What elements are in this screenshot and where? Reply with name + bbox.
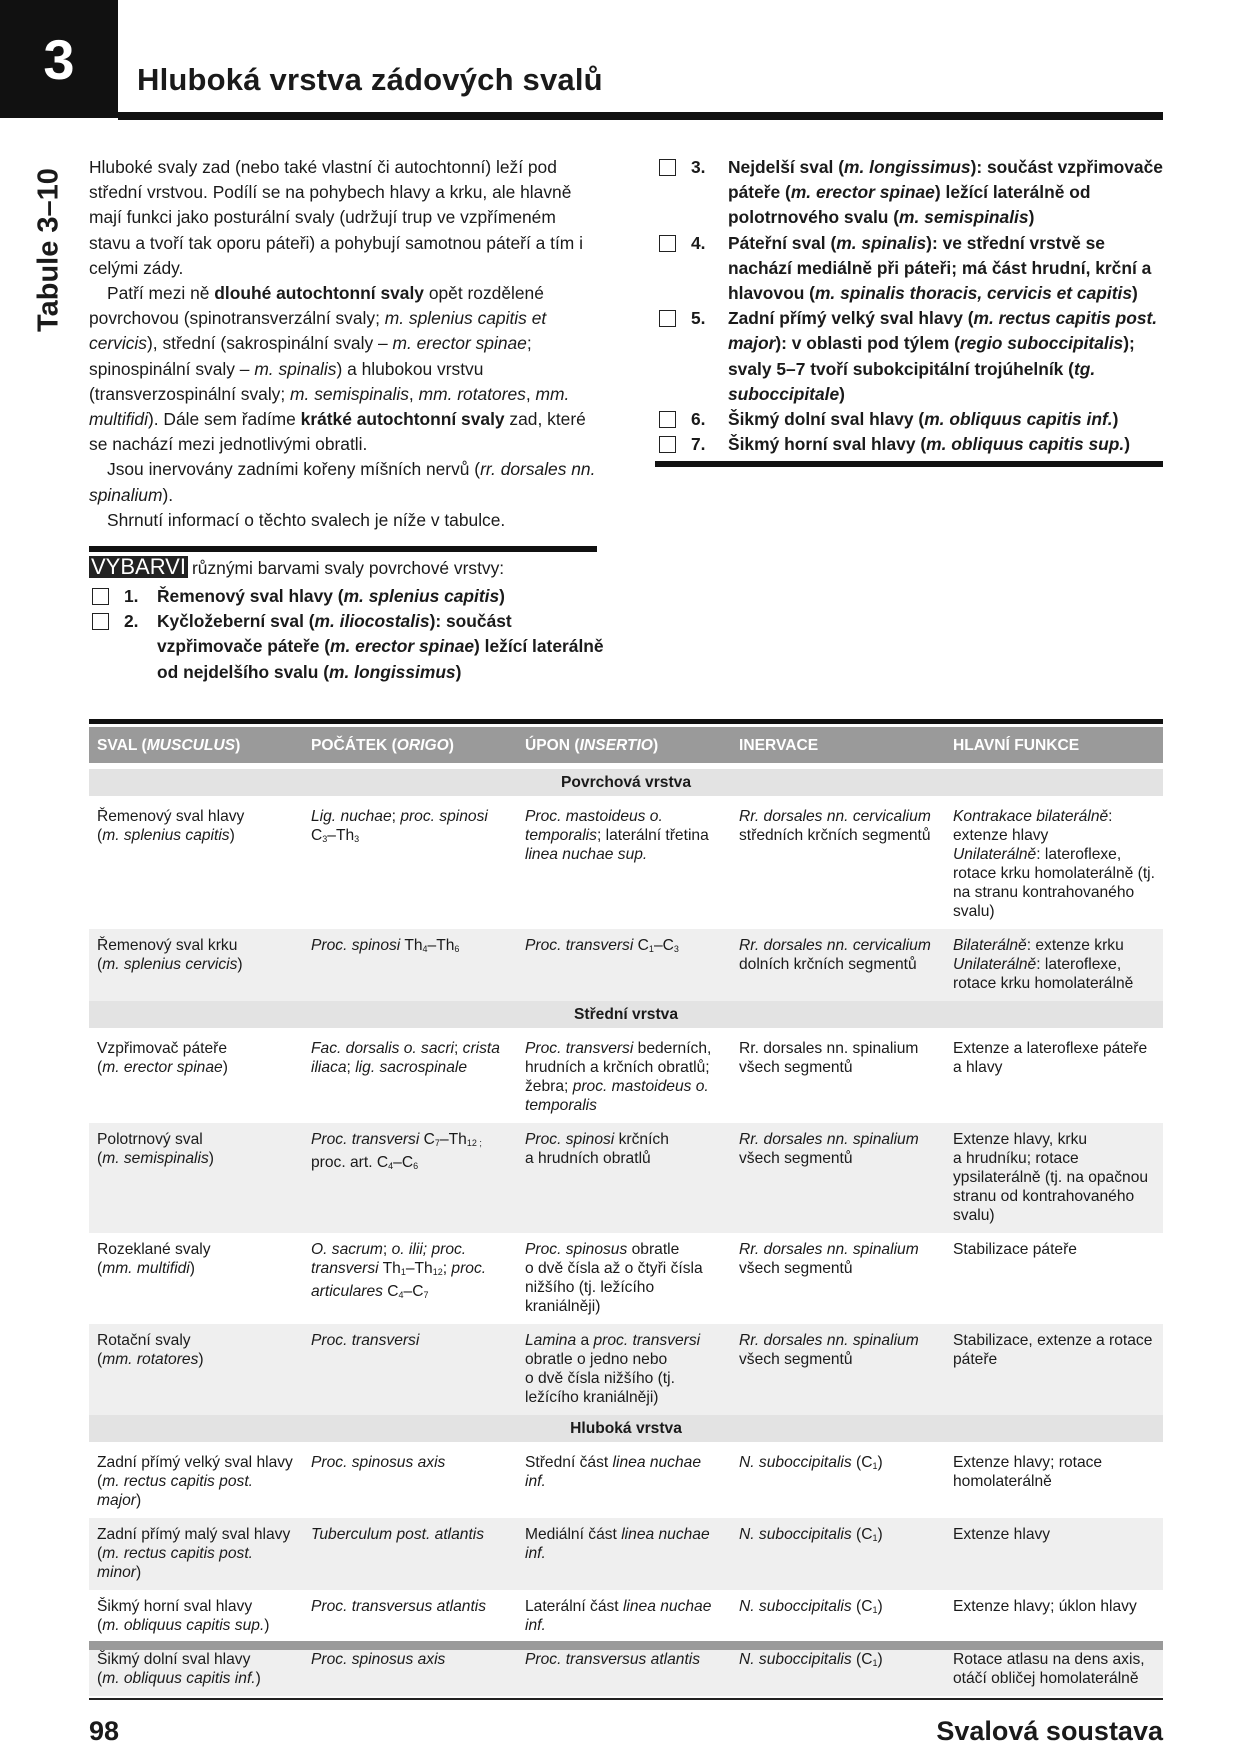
table-cell: N. suboccipitalis $(C_1)$ — [739, 1598, 883, 1615]
checkbox[interactable] — [659, 235, 676, 252]
table-row — [89, 1324, 1163, 1415]
section-row — [89, 766, 1163, 798]
footer-rule — [89, 1698, 1163, 1700]
table-cell: Proc. spinosi $Th_4-Th_6$ — [303, 929, 517, 1001]
table-cell: Řemenový sval hlavy (m. splenius capitis) — [97, 808, 245, 844]
table-row — [89, 1590, 1163, 1643]
column-header: SVAL (MUSCULUS) — [89, 727, 303, 766]
table-cell: Stabilizace páteře — [953, 1241, 1077, 1258]
column-header: POČÁTEK (ORIGO) — [303, 727, 517, 766]
chapter-number: 3 — [43, 27, 75, 91]
table-cell: Extenze hlavy — [945, 1518, 1163, 1590]
item-text: Kyčložeberní sval (m. iliocostalis): součást vzpřimovače páteře (m. erector spinae) ležící laterálně od nejdelšího svalu (m. longissimus) — [157, 611, 604, 682]
page-title: Hluboká vrstva zádových svalů — [137, 62, 603, 97]
table-cell: Extenze hlavy; úklon hlavy — [953, 1598, 1137, 1615]
item-number: 4. — [691, 232, 706, 253]
table-cell: Proc. mastoideus o. temporalis; laterální třetina linea nuchae sup. — [525, 808, 709, 863]
column-header: ÚPON (INSERTIO) — [517, 727, 731, 766]
section-row — [89, 1001, 1163, 1030]
checklist-item — [655, 231, 1163, 307]
table-cell: Fac. dorsalis o. sacri; crista iliaca; lig. sacrospinale — [311, 1040, 500, 1076]
table-cell: Proc. spinosus axis — [311, 1454, 446, 1471]
checklist-item — [89, 584, 609, 609]
table-cell: Rr. dorsales nn. cervicalium středních krčních segmentů — [739, 808, 931, 844]
item-text: Zadní přímý velký sval hlavy (m. rectus capitis post. major): v oblasti pod týlem (regio suboccipitalis); svaly 5–7 tvoří subokcipitální trojúhelník (tg. suboccipitale) — [728, 308, 1158, 404]
table-cell: Lig. nuchae; proc. spinosi $C_3-Th_3$ — [311, 808, 488, 844]
checklist-rule — [655, 461, 1163, 467]
checklist-item — [655, 407, 1163, 432]
table-cell: Vzpřimovač páteře (m. erector spinae) — [97, 1040, 228, 1076]
item-text: Nejdelší sval (m. longissimus): součást vzpřimovače páteře (m. erector spinae) ležící laterálně od polotrnového svalu (m. semispinalis) — [728, 157, 1163, 228]
table-cell: Laterální část linea nuchae inf. — [525, 1598, 712, 1634]
table-cell: Proc. transversi $C_1-C_3$ — [517, 929, 731, 1001]
table-cell: Šikmý dolní sval hlavy (m. obliquus capitis inf.) — [89, 1643, 303, 1696]
table-cell: Proc. spinosus axis — [303, 1643, 517, 1696]
side-label-text: Tabule 3–10 — [32, 168, 65, 332]
table-cell: Rr. dorsales nn. spinalium všech segmentů — [739, 1040, 919, 1076]
table-row — [89, 1643, 1163, 1696]
item-number: 6. — [691, 409, 706, 430]
table-cell: Rr. dorsales nn. spinalium všech segmentů — [739, 1241, 919, 1277]
table-cell: Zadní přímý velký sval hlavy (m. rectus capitis post. major) — [97, 1454, 293, 1509]
table-cell: N. suboccipitalis $(C_1)$ — [739, 1454, 883, 1471]
page-number: 98 — [89, 1716, 120, 1746]
item-text: Šikmý horní sval hlavy (m. obliquus capitis sup.) — [728, 434, 1131, 455]
table-cell: Rozeklané svaly (mm. multifidi) — [97, 1241, 211, 1277]
table-row — [89, 929, 1163, 1001]
table-row — [89, 1518, 1163, 1590]
table-cell: Zadní přímý malý sval hlavy (m. rectus capitis post. minor) — [89, 1518, 303, 1590]
checkbox[interactable] — [659, 436, 676, 453]
table-cell: Extenze hlavy, krku a hrudníku; rotace ypsilaterálně (tj. na opačnou stranu od kontrahovaného svalu) — [945, 1123, 1163, 1233]
column-header: HLAVNÍ FUNKCE — [945, 727, 1163, 766]
item-text: Řemenový sval hlavy (m. splenius capitis) — [157, 586, 505, 606]
table-row — [89, 1444, 1163, 1518]
intro-text — [89, 155, 597, 533]
table-bottom-rule — [89, 1641, 1163, 1650]
table-cell: Šikmý horní sval hlavy (m. obliquus capitis sup.) — [97, 1598, 270, 1634]
checkbox[interactable] — [659, 411, 676, 428]
table-cell: Mediální část linea nuchae inf. — [517, 1518, 731, 1590]
section-name: Svalová soustava — [936, 1716, 1163, 1746]
item-text: Šikmý dolní sval hlavy (m. obliquus capitis inf.) — [728, 409, 1119, 430]
table-cell: O. sacrum; o. ilii; proc. transversi $Th_1-Th_{12}$; proc. articulares $C_4-C_7$ — [311, 1241, 487, 1300]
table-row — [89, 798, 1163, 929]
table-cell: Proc. transversus atlantis — [311, 1598, 487, 1615]
table-cell: Proc. spinosi krčních a hrudních obratlů — [517, 1123, 731, 1233]
table-cell: Extenze a lateroflexe páteře a hlavy — [953, 1040, 1148, 1076]
checklist-item — [655, 155, 1163, 231]
table-cell: Lamina a proc. transversi obratle o jedno nebo o dvě čísla nižšího (tj. ležícího kraniálněji) — [517, 1324, 731, 1415]
section-label: Povrchová vrstva — [89, 766, 1163, 798]
coloring-rule — [89, 546, 597, 552]
table-cell: Rr. dorsales nn. spinalium všech segmentů — [731, 1324, 945, 1415]
item-number: 3. — [691, 157, 706, 177]
table-cell: Proc. spinosus obratle o dvě čísla až o čtyři čísla nižšího (tj. ležícího kraniálněji) — [525, 1241, 703, 1315]
table-cell: Proc. transversi — [303, 1324, 517, 1415]
table-cell: Rr. dorsales nn. spinalium všech segmentů — [731, 1123, 945, 1233]
table-cell: Extenze hlavy; rotace homolaterálně — [953, 1454, 1103, 1490]
column-header: INERVACE — [731, 727, 945, 766]
intro-paragraph: Patří mezi ně dlouhé autochtonní svaly opět rozdělené povrchovou (spinotransverzální svaly; m. splenius capitis et cervicis), střední (sakrospinální svaly – m. erector spinae; spinospinální svaly – m. spinalis) a hlubokou vrstvu (transverzospinální svaly; m. semispinalis, mm. rotatores, mm. multifidi). Dále sem řadíme krátké autochtonní svaly zad, které se nachází mezi jednotlivými obratli. — [89, 283, 586, 455]
table-cell: Rr. dorsales nn. cervicalium dolních krčních segmentů — [731, 929, 945, 1001]
table-row — [89, 1233, 1163, 1324]
checklist-item — [655, 432, 1163, 457]
checkbox[interactable] — [92, 613, 109, 630]
table-cell: Řemenový sval krku (m. splenius cervicis) — [89, 929, 303, 1001]
table-cell: N. suboccipitalis $(C_1)$ — [731, 1518, 945, 1590]
right-checklist — [655, 155, 1163, 467]
coloring-instruction-text: různými barvami svaly povrchové vrstvy: — [191, 558, 505, 578]
table-cell: Rotace atlasu na dens axis, otáčí obličej homolaterálně — [945, 1643, 1163, 1696]
table-cell: Proc. transversi $C_7-Th_{12 ;}$ proc. art. $C_4-C_6$ — [303, 1123, 517, 1233]
title-rule — [118, 112, 1163, 120]
intro-paragraph: Jsou inervovány zadními kořeny míšních nervů (rr. dorsales nn. spinalium). — [89, 459, 596, 505]
table-cell: Tuberculum post. atlantis — [303, 1518, 517, 1590]
checklist-item — [655, 306, 1163, 407]
table-cell: N. suboccipitalis $(C_1)$ — [731, 1643, 945, 1696]
table-cell: Proc. transversus atlantis — [517, 1643, 731, 1696]
table-cell: Rotační svaly (mm. rotatores) — [89, 1324, 303, 1415]
checkbox[interactable] — [659, 159, 676, 176]
coloring-section — [89, 556, 609, 685]
coloring-tag: VYBARVI — [91, 554, 186, 579]
checklist-item — [89, 609, 609, 685]
table-cell: Stabilizace, extenze a rotace páteře — [945, 1324, 1163, 1415]
table-cell: Bilaterálně: extenze krku Unilaterálně: lateroflexe, rotace krku homolaterálně — [945, 929, 1163, 1001]
table-cell: Polotrnový sval (m. semispinalis) — [89, 1123, 303, 1233]
table-row — [89, 1123, 1163, 1233]
chapter-number-box — [0, 0, 118, 118]
intro-paragraph: Shrnutí informací o těchto svalech je níže v tabulce. — [107, 509, 506, 530]
table-cell: Proc. transversi bederních, hrudních a krčních obratlů; žebra; proc. mastoideus o. temporalis — [525, 1040, 712, 1114]
table-cell: Kontrakace bilaterálně: extenze hlavy Unilaterálně: lateroflexe, rotace krku homolaterálně (tj. na stranu kontrahovaného svalu) — [953, 808, 1155, 920]
intro-paragraph: Hluboké svaly zad (nebo také vlastní či autochtonní) leží pod střední vrstvou. Podílí se na pohybech hlavy a krku, ale hlavně mají funkci jako posturální svaly (udržují trup ve vzpřímeném stavu a tvoří tak oporu páteři) a pohybují samotnou páteří a tím i celými zády. — [89, 157, 583, 278]
table-header-row — [89, 727, 1163, 766]
table-row — [89, 1030, 1163, 1123]
item-text: Páteřní sval (m. spinalis): ve střední vrstvě se nachází mediálně při páteři; má část hrudní, krční a hlavovou (m. spinalis thoracis, cervicis et capitis) — [728, 232, 1152, 304]
table-cell: Střední část linea nuchae inf. — [525, 1454, 701, 1490]
item-number: 2. — [124, 611, 139, 632]
section-row — [89, 1415, 1163, 1444]
table-top-rule — [89, 719, 1163, 724]
coloring-instruction — [89, 556, 609, 581]
side-label — [30, 155, 68, 345]
muscle-table — [89, 727, 1163, 1696]
checkbox[interactable] — [92, 588, 109, 605]
item-number: 1. — [124, 586, 139, 606]
checkbox[interactable] — [659, 310, 676, 327]
section-label: Hluboká vrstva — [89, 1415, 1163, 1444]
item-number: 7. — [691, 434, 706, 455]
item-number: 5. — [691, 308, 706, 329]
section-label: Střední vrstva — [89, 1001, 1163, 1030]
